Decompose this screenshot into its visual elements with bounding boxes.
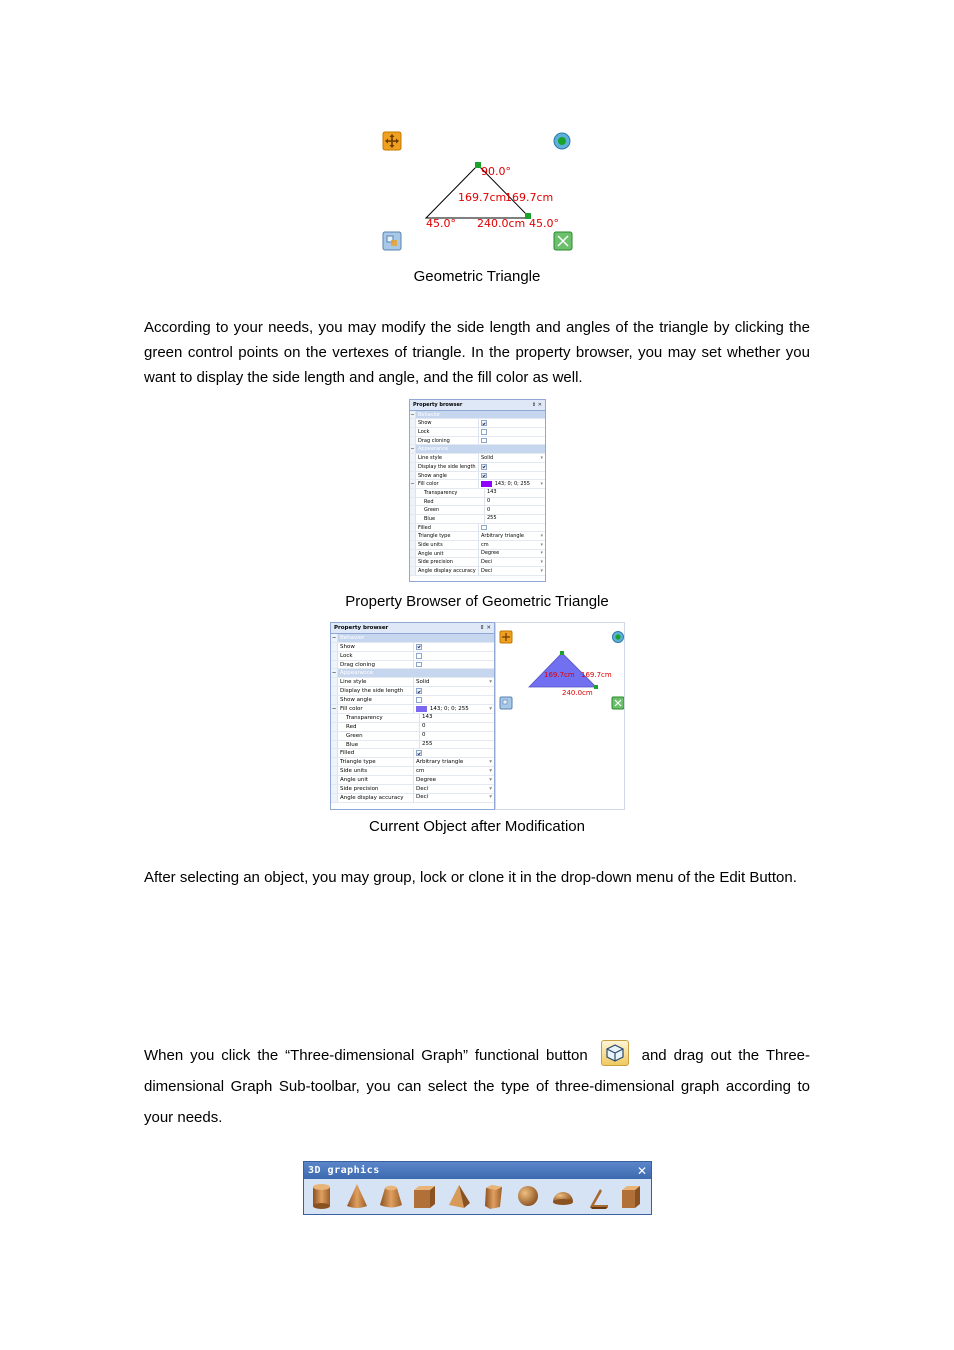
resize-icon[interactable]	[554, 232, 572, 250]
property-name: Blue	[416, 515, 485, 523]
collapse-toggle[interactable]: −	[331, 670, 337, 677]
property-value[interactable]	[479, 463, 545, 471]
property-row[interactable]	[410, 419, 545, 428]
chevron-down-icon[interactable]: ▾	[489, 767, 492, 774]
property-value[interactable]	[485, 515, 545, 523]
property-value[interactable]	[479, 541, 545, 549]
property-row[interactable]	[331, 741, 494, 750]
base-label: 240.0cm	[562, 689, 593, 697]
property-name: Filled	[338, 749, 414, 757]
property-browser-title-bar[interactable]	[410, 400, 545, 411]
toolbar-title-bar[interactable]	[304, 1162, 651, 1179]
property-name: Blue	[338, 741, 420, 749]
property-row[interactable]	[331, 794, 494, 803]
value-text: Solid	[416, 678, 430, 685]
row-gutter	[331, 723, 338, 731]
row-gutter	[331, 741, 338, 749]
row-gutter	[331, 758, 338, 766]
property-value[interactable]	[420, 714, 494, 722]
property-name: Triangle type	[416, 532, 479, 540]
property-row[interactable]	[331, 776, 494, 785]
property-name: Drag cloning	[338, 661, 414, 669]
value-text: 143; 0; 0; 255	[429, 705, 469, 712]
property-value[interactable]	[414, 749, 494, 757]
row-gutter	[331, 776, 338, 784]
collapse-toggle[interactable]: −	[410, 481, 415, 488]
collapse-toggle[interactable]: −	[331, 706, 337, 713]
property-row[interactable]	[410, 498, 545, 507]
property-row[interactable]	[410, 480, 545, 489]
value-text: Solid	[481, 454, 494, 461]
property-row[interactable]	[331, 714, 494, 723]
chevron-down-icon[interactable]: ▾	[489, 776, 492, 783]
property-category-row[interactable]	[331, 669, 494, 678]
scale-icon[interactable]	[383, 232, 401, 250]
checkbox[interactable]	[481, 420, 487, 426]
property-row[interactable]	[410, 515, 545, 524]
property-value[interactable]	[479, 428, 545, 436]
checkbox[interactable]	[416, 697, 422, 703]
value-text: Deci	[416, 785, 429, 792]
property-row[interactable]	[331, 767, 494, 776]
property-browser-title: Property browser	[413, 401, 463, 408]
modified-triangle-canvas	[495, 622, 625, 810]
sphere-icon[interactable]	[518, 1186, 538, 1206]
checkbox[interactable]	[481, 525, 487, 531]
value-text: Arbitrary triangle	[481, 532, 525, 539]
property-row[interactable]	[331, 643, 494, 652]
property-row[interactable]	[410, 550, 545, 559]
row-gutter	[331, 696, 338, 704]
value-text: Deci	[481, 567, 493, 574]
3d-graphics-toolbar	[303, 1161, 652, 1215]
row-gutter	[331, 652, 338, 660]
property-name: Side units	[338, 767, 414, 775]
property-row[interactable]	[410, 524, 545, 533]
property-name: Angle unit	[338, 776, 414, 784]
property-name: Drag cloning	[416, 437, 479, 445]
collapse-toggle[interactable]: −	[410, 446, 415, 453]
move-icon[interactable]	[500, 631, 512, 643]
resize-icon[interactable]	[612, 697, 624, 709]
chevron-down-icon[interactable]: ▾	[540, 541, 543, 548]
toolbar-shapes	[304, 1179, 651, 1214]
property-name: Display the side length	[338, 687, 414, 695]
property-category-row[interactable]	[410, 445, 545, 454]
paragraph: After selecting an object, you may group, lock or clone it in the drop-down menu of the Edit Button.	[144, 869, 797, 886]
figure-caption: Property Browser of Geometric Triangle	[345, 593, 609, 610]
triangle-figure	[380, 128, 580, 256]
chevron-down-icon[interactable]: ▾	[489, 678, 492, 685]
property-value[interactable]	[420, 741, 494, 749]
property-browser-title-bar[interactable]	[331, 623, 494, 634]
cylinder-icon[interactable]	[313, 1184, 330, 1209]
property-row[interactable]	[410, 558, 545, 567]
property-name: Behavior	[416, 411, 545, 419]
chevron-down-icon[interactable]: ▾	[540, 567, 543, 574]
property-value[interactable]	[414, 687, 494, 695]
scale-icon[interactable]	[500, 697, 512, 709]
collapse-toggle[interactable]: −	[331, 634, 337, 641]
chevron-down-icon[interactable]: ▾	[540, 550, 543, 557]
value-text: Deci	[416, 794, 429, 801]
cone-icon[interactable]	[347, 1184, 367, 1208]
property-value[interactable]	[479, 437, 545, 445]
property-value[interactable]	[479, 532, 545, 540]
chevron-down-icon[interactable]: ▾	[540, 558, 543, 565]
property-value[interactable]	[479, 480, 545, 488]
property-value[interactable]	[479, 472, 545, 480]
value-text: Degree	[481, 550, 500, 557]
property-name: Angle display accuracy	[416, 567, 479, 575]
property-name: Red	[338, 723, 420, 731]
checkbox[interactable]	[481, 438, 487, 444]
checkbox[interactable]	[416, 688, 422, 694]
side-label-right: 169.7cm	[581, 671, 612, 679]
chevron-down-icon[interactable]: ▾	[489, 758, 492, 765]
angle-icon[interactable]	[590, 1189, 608, 1209]
figure-caption: Geometric Triangle	[413, 268, 541, 285]
property-name: Lock	[338, 652, 414, 660]
chevron-down-icon[interactable]: ▾	[489, 785, 492, 792]
value-text: 255	[422, 741, 433, 748]
row-gutter	[331, 732, 338, 740]
angle-label-right: 45.0°	[529, 217, 559, 230]
chevron-down-icon[interactable]: ▾	[540, 454, 543, 461]
rotate-icon[interactable]	[554, 133, 570, 149]
triangle-canvas	[380, 128, 580, 256]
pyramid-icon[interactable]	[449, 1185, 470, 1208]
property-name: Show angle	[338, 696, 414, 704]
row-gutter	[331, 661, 338, 669]
property-name: Side units	[416, 541, 479, 549]
hemisphere-icon[interactable]	[553, 1192, 573, 1205]
row-gutter	[331, 749, 338, 757]
property-value[interactable]	[414, 705, 494, 713]
property-row[interactable]	[331, 652, 494, 661]
value-text: Arbitrary triangle	[416, 758, 464, 765]
property-row[interactable]	[331, 758, 494, 767]
rotate-icon[interactable]	[613, 632, 624, 643]
property-value[interactable]	[479, 524, 545, 532]
property-value[interactable]	[414, 696, 494, 704]
checkbox[interactable]	[416, 750, 422, 756]
property-browser	[409, 399, 546, 582]
property-name: Side precision	[416, 558, 479, 566]
property-value[interactable]	[485, 506, 545, 514]
row-gutter	[331, 687, 338, 695]
property-value[interactable]	[485, 489, 545, 497]
property-category-row[interactable]	[331, 634, 494, 643]
property-value[interactable]	[414, 785, 494, 793]
value-text: 0	[487, 498, 491, 505]
property-name: Angle unit	[416, 550, 479, 558]
property-category-row[interactable]	[410, 411, 545, 420]
property-name: Line style	[338, 678, 414, 686]
property-name: Show	[416, 419, 479, 427]
property-row[interactable]	[331, 687, 494, 696]
property-name: Appearance	[416, 445, 545, 453]
property-name: Red	[416, 498, 485, 506]
pin-close-icons[interactable]: ⇕ ✕	[479, 624, 491, 631]
cuboid-icon[interactable]	[414, 1186, 435, 1208]
property-value[interactable]	[414, 661, 494, 669]
property-name: Triangle type	[338, 758, 414, 766]
property-value[interactable]	[420, 732, 494, 740]
property-value[interactable]	[479, 550, 545, 558]
property-row[interactable]	[331, 749, 494, 758]
property-row[interactable]	[331, 696, 494, 705]
property-value[interactable]	[414, 794, 494, 802]
property-name: Lock	[416, 428, 479, 436]
property-value[interactable]	[414, 652, 494, 660]
angle-label-left: 45.0°	[426, 217, 456, 230]
property-value[interactable]	[420, 723, 494, 731]
property-value[interactable]	[485, 498, 545, 506]
three-dimensional-graph-button[interactable]	[601, 1040, 629, 1066]
row-gutter	[331, 794, 338, 802]
row-gutter	[331, 714, 338, 722]
value-text: 143	[422, 714, 433, 721]
value-text: cm	[481, 541, 489, 548]
row-gutter	[331, 643, 338, 651]
property-row[interactable]	[331, 723, 494, 732]
row-gutter	[331, 767, 338, 775]
property-name: Transparency	[416, 489, 485, 497]
property-browser	[330, 622, 495, 810]
checkbox[interactable]	[481, 429, 487, 435]
value-text: Deci	[481, 558, 493, 565]
value-text: Degree	[416, 776, 437, 783]
property-value[interactable]	[414, 767, 494, 775]
angle-label-top: 90.0°	[481, 165, 511, 178]
property-row[interactable]	[410, 437, 545, 446]
move-icon[interactable]	[383, 132, 401, 150]
property-value[interactable]	[479, 454, 545, 462]
checkbox[interactable]	[416, 644, 422, 650]
property-name: Line style	[416, 454, 479, 462]
value-text: 0	[487, 506, 491, 513]
checkbox[interactable]	[481, 464, 487, 470]
property-row[interactable]	[331, 785, 494, 794]
property-row[interactable]	[331, 678, 494, 687]
toolbar-title: 3D graphics	[308, 1165, 380, 1176]
value-text: 0	[422, 732, 426, 739]
property-value[interactable]	[479, 558, 545, 566]
property-value[interactable]	[414, 678, 494, 686]
chevron-down-icon[interactable]: ▾	[540, 532, 543, 539]
property-row[interactable]	[410, 532, 545, 541]
checkbox[interactable]	[481, 473, 487, 479]
property-row[interactable]	[410, 506, 545, 515]
paragraph-text: and drag out the Three-dimensional Graph Sub-toolbar, you can select the type of three-dimensional graph according to your needs.	[144, 1047, 810, 1126]
chevron-down-icon[interactable]: ▾	[489, 705, 492, 712]
property-row[interactable]	[331, 705, 494, 714]
value-text: 0	[422, 723, 426, 730]
property-value[interactable]	[414, 643, 494, 651]
control-point[interactable]	[560, 651, 564, 655]
side-label-left: 169.7cm	[544, 671, 575, 679]
property-name: Appearance	[338, 669, 494, 677]
property-row[interactable]	[410, 454, 545, 463]
cube-icon	[602, 1041, 628, 1065]
triangle-shape[interactable]	[529, 653, 596, 687]
property-value[interactable]	[414, 776, 494, 784]
figure-caption: Current Object after Modification	[369, 818, 585, 835]
side-label-left: 169.7cm	[458, 191, 507, 204]
value-text: 143; 0; 0; 255	[494, 480, 530, 487]
property-name: Behavior	[338, 634, 494, 642]
property-name: Show	[338, 643, 414, 651]
property-row[interactable]	[410, 567, 545, 576]
property-row[interactable]	[331, 732, 494, 741]
checkbox[interactable]	[416, 662, 422, 668]
property-name: Fill color	[416, 480, 479, 488]
checkbox[interactable]	[416, 653, 422, 659]
control-point[interactable]	[594, 685, 598, 689]
property-name: Angle display accuracy	[338, 794, 414, 802]
property-row[interactable]	[331, 661, 494, 670]
property-name: Green	[416, 506, 485, 514]
color-swatch[interactable]	[481, 481, 492, 487]
property-name: Side precision	[338, 785, 414, 793]
property-name: Green	[338, 732, 420, 740]
property-row[interactable]	[410, 489, 545, 498]
paragraph-text: When you click the “Three-dimensional Graph” functional button	[144, 1047, 588, 1064]
chevron-down-icon[interactable]: ▾	[540, 480, 543, 487]
property-row[interactable]	[410, 472, 545, 481]
base-label: 240.0cm	[477, 217, 526, 230]
prism-icon[interactable]	[485, 1185, 502, 1209]
value-text: 143	[487, 489, 497, 496]
property-value[interactable]	[479, 419, 545, 427]
close-icon[interactable]: ✕	[636, 1163, 647, 1178]
row-gutter	[331, 785, 338, 793]
side-label-right: 169.7cm	[505, 191, 554, 204]
property-row[interactable]	[410, 541, 545, 550]
paragraph	[144, 1040, 810, 1133]
frustum-icon[interactable]	[380, 1186, 402, 1208]
value-text: cm	[416, 767, 425, 774]
property-name: Filled	[416, 524, 479, 532]
pin-close-icons[interactable]: ⇕ ✕	[531, 401, 542, 408]
property-name: Transparency	[338, 714, 420, 722]
property-name: Display the side length	[416, 463, 479, 471]
collapse-toggle[interactable]: −	[410, 411, 415, 418]
property-browser-title: Property browser	[334, 624, 389, 631]
color-swatch[interactable]	[416, 706, 427, 712]
property-name: Fill color	[338, 705, 414, 713]
property-row[interactable]	[410, 463, 545, 472]
property-row[interactable]	[410, 428, 545, 437]
chevron-down-icon[interactable]: ▾	[489, 794, 492, 801]
property-name: Show angle	[416, 472, 479, 480]
value-text: 255	[487, 515, 497, 522]
property-value[interactable]	[479, 567, 545, 575]
cube-icon[interactable]	[622, 1186, 640, 1208]
property-value[interactable]	[414, 758, 494, 766]
row-gutter	[331, 678, 338, 686]
paragraph: According to your needs, you may modify the side length and angles of the triangle by clicking the green control points on the vertexes of triangle. In the property browser, you may set whether you want to display the side length and angle, and the fill color as well.	[144, 319, 810, 386]
